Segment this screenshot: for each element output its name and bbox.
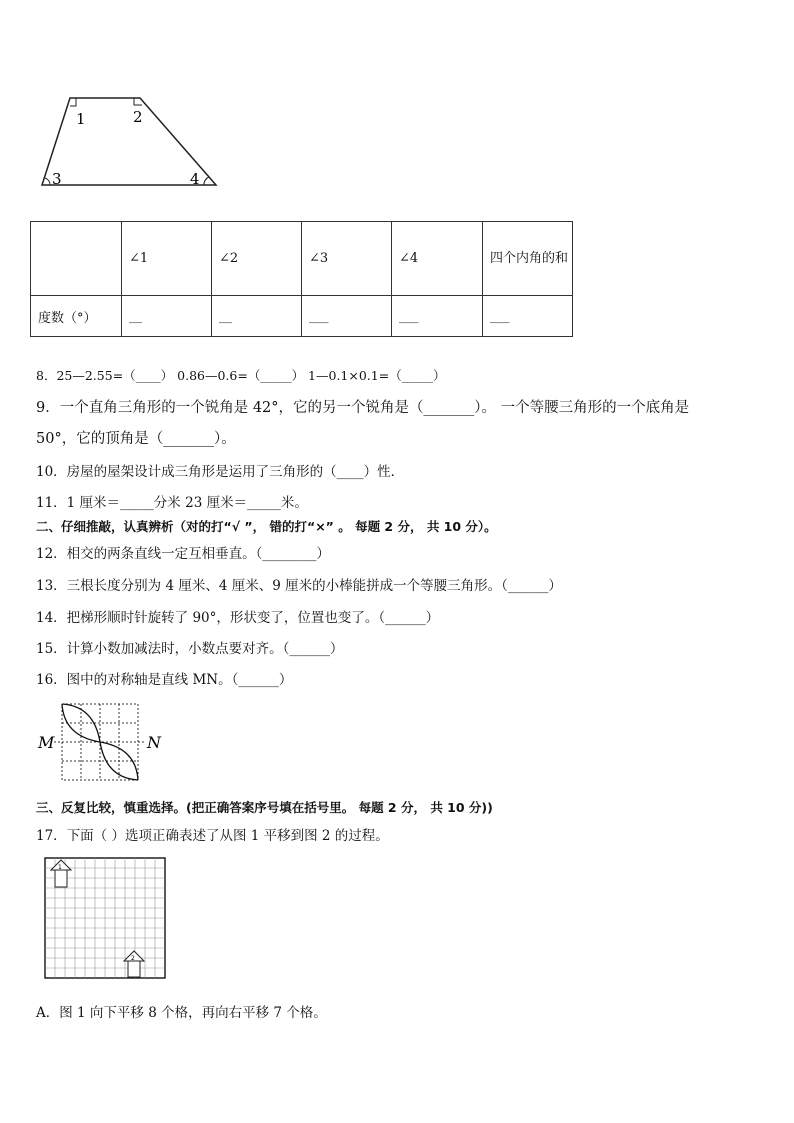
angle-label-3: 3 [52, 170, 62, 188]
trapezoid-figure [36, 92, 226, 192]
table-row [31, 296, 573, 337]
question-9-line1: 9．一个直角三角形的一个锐角是 42°，它的另一个锐角是（_______）。 一个等腰三角形的一个底角是 [36, 400, 690, 416]
section-3-heading: 三、反复比较，慎重选择。(把正确答案序号填在括号里。 每题 2 分， 共 10 分)) [36, 800, 493, 815]
angle-label-1: 1 [76, 110, 86, 128]
question-8: 8．25—2.55=（____） 0.86—0.6=（_____） 1—0.1×0.1=（_____） [36, 368, 446, 383]
question-9-line2: 50°，它的顶角是（_______）。 [36, 431, 236, 447]
question-11: 11．1 厘米＝_____分米 23 厘米＝_____米。 [36, 495, 308, 511]
question-15: 15．计算小数加减法时，小数点要对齐。（______） [36, 641, 344, 657]
question-10: 10．房屋的屋架设计成三角形是运用了三角形的（____）性． [36, 464, 405, 480]
table-header-cell: 四个内角的和 [483, 222, 573, 296]
label-m: M [38, 733, 55, 752]
table-header-cell: ∠4 [392, 222, 483, 296]
section-2-heading: 二、仔细推敲，认真辨析（对的打“√ ”， 错的打“×” 。 每题 2 分， 共 10 分）。 [36, 519, 497, 534]
house-1-label: 1 [58, 864, 62, 871]
table-cell-blank[interactable]: __ [212, 296, 302, 337]
table-header-row [31, 222, 573, 296]
question-16: 16．图中的对称轴是直线 MN。（______） [36, 672, 293, 688]
table-header-cell: ∠1 [122, 222, 212, 296]
label-n: N [147, 733, 161, 752]
mn-symmetry-figure [36, 700, 166, 784]
angle-table [30, 221, 573, 337]
table-cell-blank[interactable]: ___ [483, 296, 573, 337]
table-header-cell: ∠3 [302, 222, 392, 296]
question-14: 14．把梯形顺时针旋转了 90°，形状变了，位置也变了。（______） [36, 610, 440, 626]
question-13: 13．三根长度分别为 4 厘米、4 厘米、9 厘米的小棒能拼成一个等腰三角形。（______） [36, 578, 562, 594]
table-header-cell [31, 222, 122, 296]
translation-grid-figure [44, 857, 168, 981]
angle-label-2: 2 [133, 108, 143, 126]
table-cell-blank[interactable]: __ [122, 296, 212, 337]
angle-label-4: 4 [190, 170, 200, 188]
table-cell-blank[interactable]: ___ [392, 296, 483, 337]
table-row-label: 度数（°） [31, 296, 122, 337]
table-cell-blank[interactable]: ___ [302, 296, 392, 337]
question-17: 17．下面（ ）选项正确表述了从图 1 平移到图 2 的过程。 [36, 828, 389, 844]
table-header-cell: ∠2 [212, 222, 302, 296]
option-a: A．图 1 向下平移 8 个格，再向右平移 7 个格。 [36, 1005, 327, 1021]
house-2-label: 2 [131, 955, 135, 962]
question-12: 12．相交的两条直线一定互相垂直。（________） [36, 546, 330, 562]
